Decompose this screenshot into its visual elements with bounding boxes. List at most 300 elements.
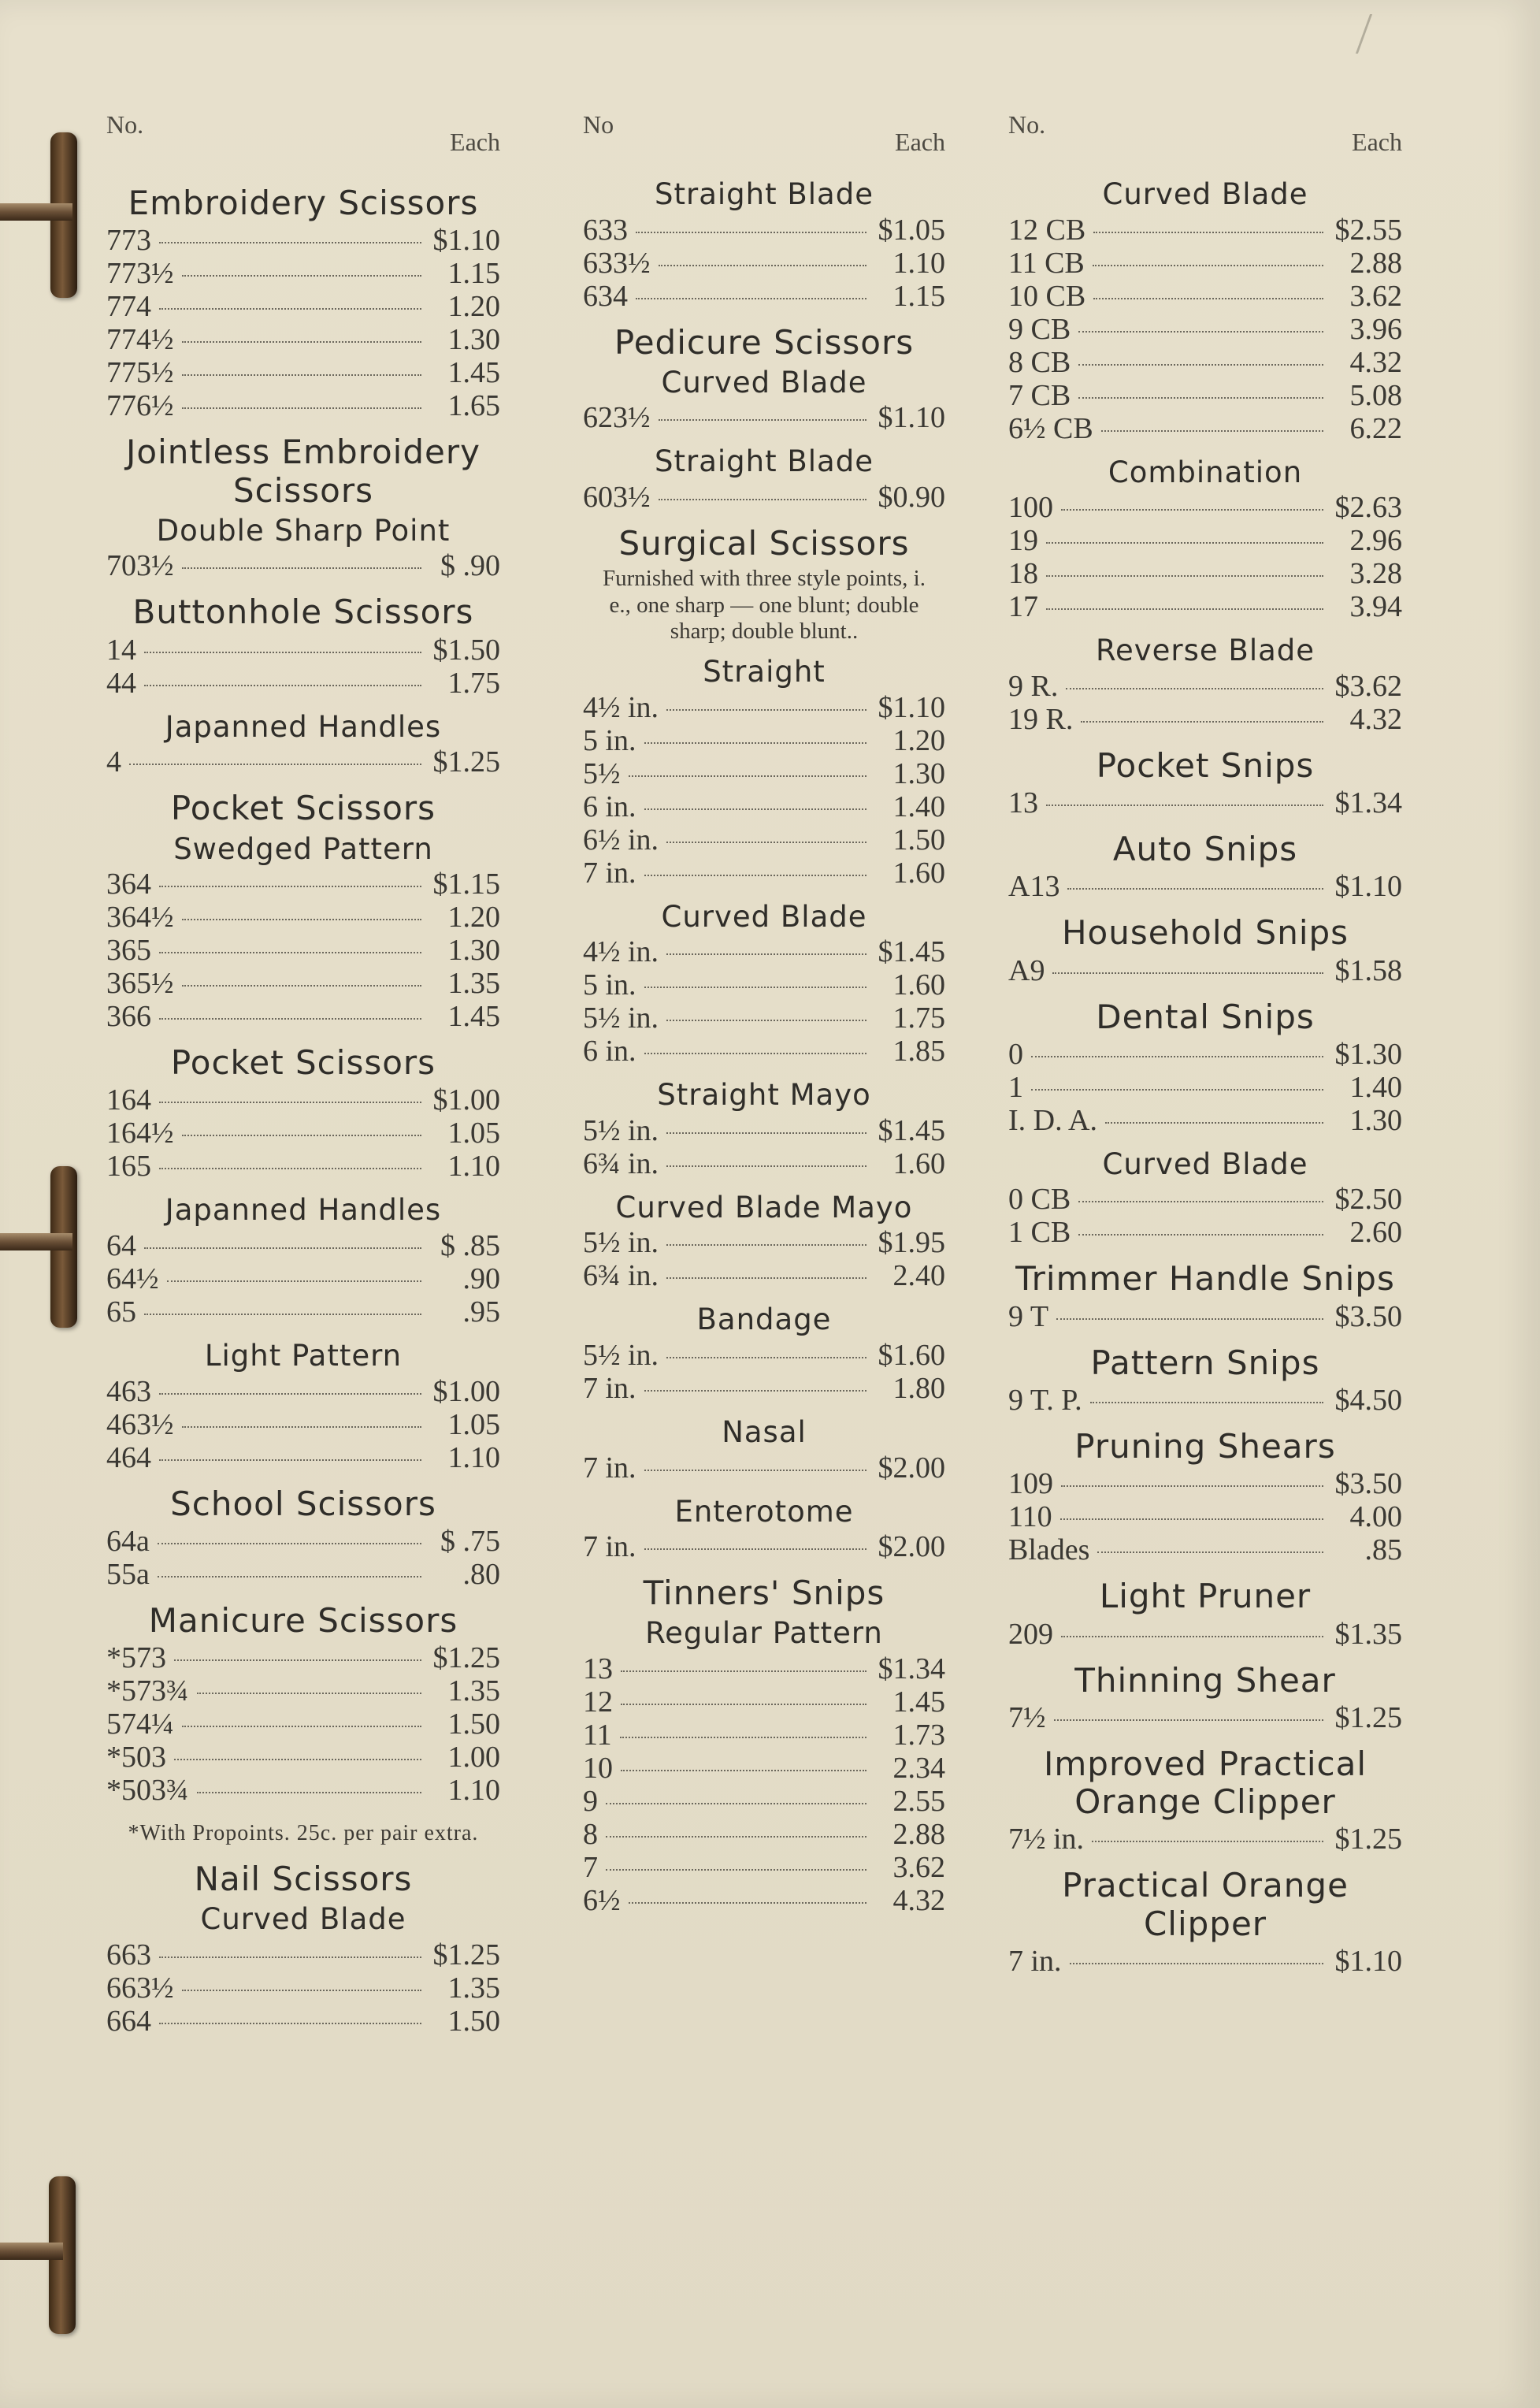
item-number: 9 [583, 1784, 598, 1818]
item-number: 7 in. [583, 1372, 636, 1405]
item-price: 5.08 [1349, 378, 1402, 412]
price-row [583, 1451, 945, 1485]
item-number: 7 in. [583, 1530, 636, 1564]
item-number: 64a [106, 1524, 150, 1558]
section-title: Buttonhole Scissors [132, 593, 474, 632]
item-price: $2.00 [878, 1530, 945, 1564]
dot-leader [666, 1244, 866, 1246]
item-number: 12 CB [1008, 213, 1086, 247]
dot-leader [629, 775, 867, 777]
price-row [1008, 786, 1402, 819]
dot-leader [182, 1426, 422, 1428]
dot-leader [659, 499, 867, 500]
item-price: $1.34 [878, 1652, 945, 1685]
price-row [106, 323, 500, 356]
header-each-label: Each [450, 128, 500, 156]
catalog-section [1008, 831, 1402, 903]
header-each-label: Each [1352, 128, 1402, 156]
section-subtitle: Regular Pattern [645, 1616, 883, 1651]
price-row [583, 757, 945, 790]
dot-leader [159, 2023, 421, 2024]
price-row [1008, 1038, 1402, 1071]
dot-leader [1093, 298, 1323, 299]
price-row [1008, 703, 1402, 736]
dot-leader [182, 567, 422, 569]
item-number: 13 [583, 1652, 613, 1685]
price-row [106, 1774, 500, 1807]
dot-leader [1090, 1402, 1323, 1403]
item-price: $2.55 [1334, 213, 1402, 247]
price-row [106, 934, 500, 967]
item-number: 19 [1008, 524, 1038, 558]
item-number: *503 [106, 1741, 166, 1774]
catalog-section [583, 901, 945, 1068]
item-price: 2.55 [892, 1784, 945, 1818]
dot-leader [659, 419, 867, 421]
item-number: 5½ in. [583, 1001, 659, 1035]
catalog-section [1008, 634, 1402, 736]
item-number: 7 [583, 1850, 598, 1884]
item-price: 1.40 [1349, 1070, 1402, 1104]
item-number: 65 [106, 1295, 136, 1328]
item-price: 1.40 [892, 790, 945, 823]
section-title: Practical Orange Clipper [1062, 1866, 1349, 1943]
price-row [583, 1884, 945, 1917]
price-row [106, 1558, 500, 1591]
item-number: 633½ [583, 246, 651, 280]
dot-leader [1078, 1234, 1323, 1236]
item-price: 1.50 [447, 1708, 500, 1741]
dot-leader [182, 1726, 422, 1727]
price-row [583, 1259, 945, 1292]
item-price: 1.45 [447, 356, 500, 390]
price-row [106, 1295, 500, 1328]
catalog-section [583, 178, 945, 313]
column-header [1008, 110, 1402, 173]
item-price: $2.00 [878, 1451, 945, 1485]
dot-leader [182, 985, 422, 987]
section-title: Pocket Scissors [170, 1043, 436, 1083]
section-subtitle: Reverse Blade [1095, 634, 1315, 668]
footnote: *With Propoints. 25c. per pair extra. [128, 1821, 479, 1846]
item-price: $1.10 [1334, 1945, 1402, 1979]
price-row [1008, 1533, 1402, 1566]
price-row [106, 1971, 500, 2005]
dot-leader [159, 952, 421, 953]
price-row [106, 1229, 500, 1262]
price-column-1 [106, 110, 500, 2049]
price-row [106, 1375, 500, 1408]
item-price: 2.88 [1349, 246, 1402, 280]
dot-leader [1081, 721, 1323, 723]
dot-leader [1093, 232, 1323, 233]
price-row [1008, 1701, 1402, 1734]
dot-leader [1097, 1551, 1323, 1553]
price-row [583, 857, 945, 890]
item-number: 366 [106, 1000, 151, 1034]
catalog-section [1008, 1577, 1402, 1650]
item-price: 1.60 [892, 968, 945, 1002]
catalog-section [583, 1079, 945, 1180]
catalog-section [1008, 1662, 1402, 1734]
dot-leader [644, 1470, 866, 1471]
item-price: 3.62 [1349, 279, 1402, 313]
item-number: 0 CB [1008, 1183, 1071, 1217]
item-number: 6¾ in. [583, 1146, 659, 1180]
price-row [583, 481, 945, 514]
section-title: Jointless Embroidery Scissors [126, 433, 481, 510]
dot-leader [606, 1836, 866, 1838]
dot-leader [1078, 1201, 1323, 1202]
item-number: 18 [1008, 557, 1038, 591]
item-price: $1.45 [878, 935, 945, 969]
item-number: 9 T. P. [1008, 1383, 1082, 1417]
item-price: 4.00 [1349, 1500, 1402, 1534]
price-row [106, 1441, 500, 1474]
price-row [583, 401, 945, 434]
item-number: 463½ [106, 1407, 174, 1441]
section-subtitle: Curved Blade Mayo [615, 1190, 913, 1224]
price-row [106, 1708, 500, 1741]
catalog-section [1008, 1745, 1402, 1856]
price-row [1008, 670, 1402, 703]
dot-leader [158, 1543, 421, 1544]
price-row [583, 1785, 945, 1818]
section-title: Household Snips [1061, 913, 1349, 953]
price-row [106, 1408, 500, 1441]
item-price: $3.50 [1334, 1299, 1402, 1333]
dot-leader [182, 275, 422, 277]
price-row [1008, 214, 1402, 247]
catalog-section [1008, 1867, 1402, 1978]
section-title: Improved Practical Orange Clipper [1043, 1744, 1367, 1822]
price-row [583, 1652, 945, 1685]
section-subtitle: Curved Blade [661, 899, 867, 934]
dot-leader [144, 652, 421, 653]
price-row [106, 1000, 500, 1033]
price-row [106, 1262, 500, 1295]
item-price: 1.73 [892, 1718, 945, 1752]
catalog-section [583, 1303, 945, 1405]
dot-leader [144, 1247, 421, 1249]
item-price: $1.25 [1334, 1823, 1402, 1856]
price-row [1008, 1945, 1402, 1978]
dot-leader [182, 374, 422, 376]
price-row [106, 901, 500, 934]
price-row [1008, 870, 1402, 903]
item-number: 6½ in. [583, 823, 659, 857]
item-number: 774½ [106, 323, 174, 357]
item-number: 165 [106, 1150, 151, 1184]
dot-leader [174, 1759, 421, 1760]
price-row [1008, 313, 1402, 346]
section-subtitle: Enterotome [674, 1494, 854, 1529]
item-number: 7 in. [583, 1451, 636, 1485]
section-title: Pruning Shears [1074, 1426, 1336, 1466]
item-number: 663½ [106, 1971, 174, 2005]
item-price: 1.20 [447, 901, 500, 935]
price-row [1008, 412, 1402, 445]
item-price: 3.28 [1349, 557, 1402, 591]
item-number: 6½ CB [1008, 411, 1093, 445]
item-price: 1.30 [1349, 1103, 1402, 1137]
dot-leader [197, 1693, 422, 1694]
price-row [583, 1752, 945, 1785]
catalog-section [583, 445, 945, 514]
catalog-section [106, 593, 500, 699]
item-number: I. D. A. [1008, 1103, 1097, 1137]
item-price: $1.00 [432, 1374, 500, 1408]
item-number: 365 [106, 934, 151, 968]
dot-leader [174, 1659, 421, 1661]
item-price: 1.50 [892, 823, 945, 857]
dot-leader [666, 1132, 866, 1134]
item-number: 14 [106, 633, 136, 667]
price-row [583, 1851, 945, 1884]
item-price: $2.50 [1334, 1183, 1402, 1217]
price-row [583, 724, 945, 757]
item-number: 364½ [106, 901, 174, 935]
dot-leader [1060, 1518, 1323, 1520]
item-price: 4.32 [1349, 345, 1402, 379]
price-row [1008, 1467, 1402, 1500]
section-subtitle: Light Pattern [204, 1338, 403, 1373]
item-price: .80 [462, 1557, 500, 1591]
dot-leader [159, 1018, 421, 1020]
section-title: Light Pruner [1099, 1577, 1312, 1616]
item-price: 1.15 [892, 279, 945, 313]
item-price: $1.58 [1334, 953, 1402, 987]
dot-leader [644, 987, 866, 988]
price-row [1008, 1300, 1402, 1333]
dot-leader [159, 1459, 421, 1461]
dot-leader [1061, 1636, 1323, 1637]
item-price: 6.22 [1349, 411, 1402, 445]
dot-leader [1066, 688, 1323, 689]
price-row [106, 1741, 500, 1774]
dot-leader [159, 1956, 421, 1958]
item-number: 774 [106, 290, 151, 324]
section-title: Pocket Scissors [170, 789, 436, 828]
item-price: $3.62 [1334, 669, 1402, 703]
item-price: 1.45 [892, 1685, 945, 1719]
item-price: $1.25 [432, 745, 500, 779]
item-price: $1.05 [878, 213, 945, 247]
price-row [1008, 1216, 1402, 1249]
price-row [583, 1226, 945, 1259]
price-row [583, 280, 945, 313]
price-row [583, 1114, 945, 1147]
dot-leader [666, 1277, 866, 1279]
item-price: 1.10 [447, 1150, 500, 1184]
dot-leader [1078, 364, 1323, 366]
price-row [583, 1530, 945, 1563]
price-row [106, 389, 500, 422]
item-price: 1.05 [447, 1117, 500, 1150]
item-number: 110 [1008, 1500, 1052, 1534]
item-number: 5½ in. [583, 1226, 659, 1260]
price-row [106, 257, 500, 290]
item-price: 3.96 [1349, 312, 1402, 346]
section-subtitle: Curved Blade [200, 1902, 406, 1937]
item-number: 4 [106, 745, 121, 779]
item-price: 1.85 [892, 1035, 945, 1068]
price-row [106, 549, 500, 582]
item-number: 11 [583, 1718, 612, 1752]
item-number: 7½ in. [1008, 1823, 1085, 1856]
item-price: .95 [462, 1295, 500, 1328]
price-row [106, 1641, 500, 1674]
catalog-section [583, 525, 945, 645]
item-price: 1.50 [447, 2004, 500, 2038]
binder-ring-middle-bar [0, 1233, 72, 1250]
dot-leader [659, 265, 867, 266]
dot-leader [182, 1135, 422, 1136]
item-number: *503¾ [106, 1774, 189, 1808]
item-price: 1.35 [447, 967, 500, 1001]
dot-leader [636, 232, 866, 233]
item-price: 1.20 [892, 723, 945, 757]
price-row [106, 1674, 500, 1708]
price-row [583, 935, 945, 968]
item-price: 1.10 [447, 1440, 500, 1474]
item-price: $1.10 [1334, 870, 1402, 904]
price-row [1008, 557, 1402, 590]
catalog-section [1008, 998, 1402, 1137]
section-subtitle: Straight Blade [655, 444, 874, 479]
section-subtitle: Nasal [722, 1415, 807, 1449]
section-subtitle: Straight Mayo [657, 1078, 871, 1113]
price-row [583, 214, 945, 247]
section-title: Thinning Shear [1074, 1660, 1336, 1700]
item-number: 773 [106, 224, 151, 258]
item-number: 64 [106, 1228, 136, 1262]
catalog-section [106, 184, 500, 422]
catalog-section [583, 1416, 945, 1485]
item-number: 100 [1008, 491, 1053, 525]
item-price: 1.15 [447, 257, 500, 291]
item-number: 6 in. [583, 1035, 636, 1068]
dot-leader [666, 1020, 866, 1021]
item-price: $0.90 [878, 480, 945, 514]
item-price: 2.96 [1349, 524, 1402, 558]
dot-leader [1061, 1485, 1323, 1487]
item-price: $1.25 [1334, 1700, 1402, 1734]
dot-leader [1078, 397, 1323, 399]
price-row [1008, 1384, 1402, 1417]
dot-leader [182, 1990, 422, 1991]
price-row [1008, 1500, 1402, 1533]
section-subtitle: Japanned Handles [165, 1193, 442, 1228]
item-number: 4½ in. [583, 690, 659, 724]
catalog-section [583, 1191, 945, 1293]
section-title: Nail Scissors [194, 1860, 413, 1899]
item-number: *573¾ [106, 1674, 189, 1708]
item-number: 7 CB [1008, 378, 1071, 412]
price-row [583, 1339, 945, 1372]
item-price: 2.88 [892, 1817, 945, 1851]
item-number: 633 [583, 213, 628, 247]
dot-leader [666, 842, 866, 843]
dot-leader [1031, 1056, 1323, 1057]
item-price: $1.35 [1334, 1617, 1402, 1651]
item-number: 11 CB [1008, 246, 1085, 280]
item-price: 1.80 [892, 1372, 945, 1405]
item-price: 1.30 [447, 323, 500, 357]
dot-leader [1061, 509, 1323, 511]
section-title: Trimmer Handle Snips [1015, 1259, 1395, 1299]
dot-leader [666, 1165, 866, 1167]
section-subtitle: Bandage [696, 1302, 832, 1337]
section-subtitle: Curved Blade [1102, 1146, 1308, 1181]
dot-leader [159, 1168, 421, 1169]
price-row [583, 968, 945, 1001]
dot-leader [197, 1792, 422, 1793]
item-price: $1.34 [1334, 786, 1402, 819]
item-number: 574¼ [106, 1708, 174, 1741]
section-title: Pattern Snips [1090, 1343, 1320, 1382]
dot-leader [644, 742, 866, 744]
item-number: 4½ in. [583, 935, 659, 969]
item-price: 1.45 [447, 1000, 500, 1034]
item-number: 634 [583, 279, 628, 313]
item-price: $3.50 [1334, 1467, 1402, 1501]
catalog-section [106, 433, 500, 582]
catalog-section [1008, 178, 1402, 445]
item-price: 2.60 [1349, 1216, 1402, 1250]
section-note: Furnished with three style points, i. e., one sharp — one blunt; double sharp; double blunt.. [603, 566, 926, 644]
dot-leader [644, 808, 866, 810]
item-price: 1.05 [447, 1407, 500, 1441]
section-title: Embroidery Scissors [128, 184, 479, 222]
item-number: 7 in. [583, 856, 636, 890]
dot-leader [1046, 542, 1323, 544]
item-price: $1.45 [878, 1113, 945, 1147]
price-row [583, 823, 945, 857]
item-price: $4.50 [1334, 1383, 1402, 1417]
item-number: 9 R. [1008, 669, 1059, 703]
dot-leader [144, 1314, 421, 1315]
price-column-2 [583, 110, 945, 1928]
item-number: 6½ [583, 1883, 621, 1917]
price-row [106, 224, 500, 257]
item-number: 365½ [106, 967, 174, 1001]
binder-ring-bottom-bar [0, 2243, 63, 2260]
dot-leader [159, 1393, 421, 1395]
item-number: 10 CB [1008, 279, 1086, 313]
item-number: 5½ in. [583, 1339, 659, 1372]
price-row [583, 1001, 945, 1035]
dot-leader [644, 1548, 866, 1550]
item-price: $1.30 [1334, 1037, 1402, 1071]
catalog-section [583, 1574, 945, 1917]
price-row [583, 1035, 945, 1068]
dot-leader [1046, 575, 1323, 577]
item-number: 664 [106, 2004, 151, 2038]
item-number: 703½ [106, 549, 174, 583]
item-number: 364 [106, 868, 151, 901]
dot-leader [636, 298, 866, 299]
item-price: 1.00 [447, 1741, 500, 1774]
dot-leader [182, 919, 422, 920]
catalog-section [106, 1602, 500, 1849]
item-price: $1.00 [432, 1083, 500, 1117]
section-title: Dental Snips [1096, 997, 1315, 1036]
item-price: .85 [1364, 1533, 1402, 1567]
item-number: 623½ [583, 401, 651, 435]
dot-leader [644, 1390, 866, 1392]
price-row [1008, 346, 1402, 379]
